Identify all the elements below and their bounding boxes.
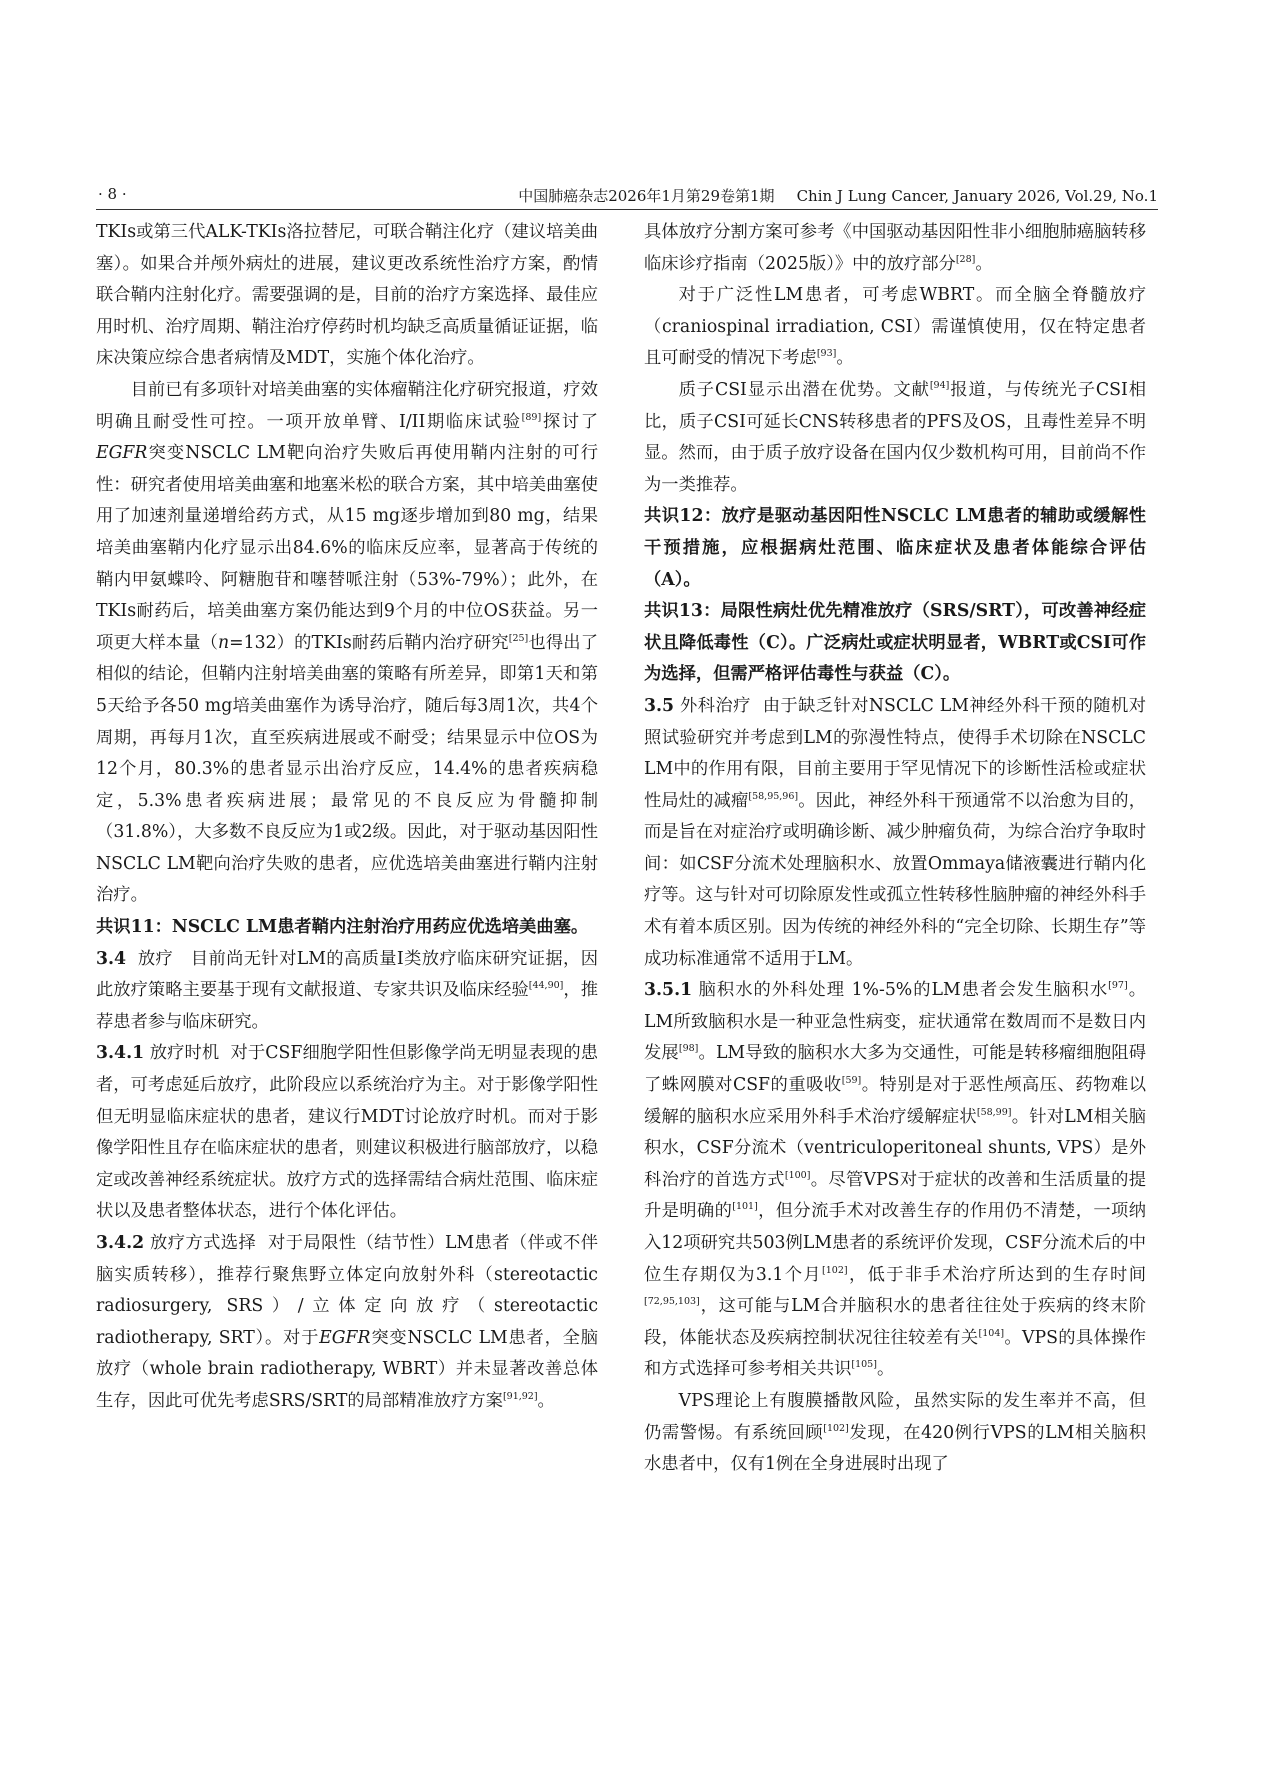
left-column [96,217,598,1418]
citation: [93] [816,348,837,360]
citation: [58,95,96] [748,790,799,802]
consensus-13: 共识13：局限性病灶优先精准放疗（SRS/SRT），可改善神经症状且降低毒性（C）。广泛病灶或症状明显者，WBRT或CSI可作为选择，但需严格评估毒性与获益（C）。 [644,601,1146,685]
citation: [58,99] [976,1106,1012,1118]
citation: [94] [929,379,950,391]
section-3-4: 3.4 放疗 目前尚无针对LM的高质量I类放疗临床研究证据，因此放疗策略主要基于现有文献报道、专家共识及临床经验[44,90]，推荐患者参与临床研究。 [96,948,598,1032]
citation: [72,95,103] [644,1296,700,1308]
paragraph: VPS理论上有腹膜播散风险，虽然实际的发生率并不高，但仍需警惕。有系统回顾[102]发现，在420例行VPS的LM相关脑积水患者中，仅有1例在全身进展时出现了 [644,1390,1146,1475]
section-number: 3.5.1 [644,980,693,1001]
citation: [102] [822,1264,848,1276]
section-title: 脑积水的外科处理 [698,980,846,1001]
citation: [100] [784,1169,811,1181]
citation: [59] [841,1075,862,1087]
section-title: 放疗方式选择 [150,1233,257,1253]
section-number: 3.4.1 [96,1043,145,1064]
citation: [102] [823,1422,849,1434]
consensus-12: 共识12：放疗是驱动基因阳性NSCLC LM患者的辅助或缓解性干预措施，应根据病灶范围、临床症状及患者体能综合评估（A）。 [644,506,1146,590]
consensus-11: 共识11：NSCLC LM患者鞘内注射治疗用药应优选培美曲塞。 [96,917,589,938]
section-3-5-1: 3.5.1 脑积水的外科处理 1%-5%的LM患者会发生脑积水[97]。LM所致脑积水是一种亚急性病变，症状通常在数周而不是数日内发展[98]。LM导致的脑积水大多为交通性，可能是转移瘤细胞阻碍了蛛网膜对CSF的重吸收[59]。特别是对于恶性颅高压、药物难以缓解的脑积水应采用外科手术治疗缓解症状[58,99]。针对LM相关脑积水，CSF分流术（ventriculoperitoneal shunts, VPS）是外科治疗的首选方式[100]。尽管VPS对于症状的改善和生活质量的提升是明确的[101]，但分流手术对改善生存的作用仍不清楚，一项纳入12项研究共503例LM患者的系统评价发现，CSF分流术后的中位生存期仅为3.1个月[102]，低于非手术治疗所达到的生存时间[72,95,103]，这可能与LM合并脑积水的患者往往处于疾病的终末阶段，体能状态及疾病控制状况往往较差有关[104]。VPS的具体操作和方式选择可参考相关共识[105]。 [644,980,1146,1380]
journal-citation [518,185,1158,206]
section-number: 3.5 [644,695,675,716]
paragraph: 具体放疗分割方案可参考《中国驱动基因阳性非小细胞肺癌脑转移临床诊疗指南（2025版）》中的放疗部分[28]。 [644,222,1146,274]
journal-en: Chin J Lung Cancer, January 2026, Vol.29, No.1 [796,187,1158,205]
citation: [97] [1108,980,1128,992]
citation: [91,92] [502,1390,538,1402]
paragraph: 对于广泛性LM患者，可考虑WBRT。而全脑全脊髓放疗（craniospinal irradiation, CSI）需谨慎使用，仅在特定患者且可耐受的情况下考虑[93]。 [644,285,1146,369]
section-title: 放疗 [137,948,174,969]
section-number: 3.4 [96,948,127,969]
journal-cn: 中国肺癌杂志2026年1月第29卷第1期 [518,187,775,205]
citation: [44,90] [528,980,564,992]
running-header [96,183,1158,210]
citation: [89] [521,411,542,423]
paragraph: 质子CSI显示出潜在优势。文献[94]报道，与传统光子CSI相比，质子CSI可延长CNS转移患者的PFS及OS，且毒性差异不明显。然而，由于质子放疗设备在国内仅少数机构可用，目前尚不作为一类推荐。 [644,379,1146,495]
section-3-4-1: 3.4.1 放疗时机 对于CSF细胞学阳性但影像学尚无明显表现的患者，可考虑延后放疗，此阶段应以系统治疗为主。对于影像学阳性但无明显临床症状的患者，建议行MDT讨论放疗时机。而对于影像学阳性且存在临床症状的患者，则建议积极进行脑部放疗，以稳定或改善神经系统症状。放疗方式的选择需结合病灶范围、临床症状以及患者整体状态，进行个体化评估。 [96,1043,598,1222]
citation: [104] [978,1327,1005,1339]
section-3-4-2: 3.4.2 放疗方式选择 对于局限性（结节性）LM患者（伴或不伴脑实质转移），推荐行聚焦野立体定向放射外科（stereotactic radiosurgery, SRS）/立体定向放疗（stereotactic radiotherapy, SRT）。对于EGFR突变NSCLC LM患者，全脑放疗（whole brain radiotherapy, WBRT）并未显著改善总体生存，因此可优先考虑SRS/SRT的局部精准放疗方案[91,92]。 [96,1233,598,1411]
citation: [98] [678,1043,699,1055]
section-title: 放疗时机 [149,1043,220,1064]
citation: [105] [851,1359,877,1371]
page-number: · 8 · [98,185,127,203]
citation: [25] [508,632,529,644]
citation: [101] [732,1201,758,1213]
section-3-5: 3.5 外科治疗 由于缺乏针对NSCLC LM神经外科干预的随机对照试验研究并考虑到LM的弥漫性特点，使得手术切除在NSCLC LM中的作用有限，目前主要用于罕见情况下的诊断性活检或症状性局灶的减瘤[58,95,96]。因此，神经外科干预通常不以治愈为目的，而是旨在对症治疗或明确诊断、减少肿瘤负荷，为综合治疗争取时间：如CSF分流术处理脑积水、放置Ommaya储液囊进行鞘内化疗等。这与针对可切除原发性或孤立性转移性脑肿瘤的神经外科手术有着本质区别。因为传统的神经外科的“完全切除、长期生存”等成功标准通常不适用于LM。 [644,695,1146,969]
paragraph: 目前已有多项针对培美曲塞的实体瘤鞘注化疗研究报道，疗效明确且耐受性可控。一项开放单臂、I/II期临床试验[89]探讨了EGFR突变NSCLC LM靶向治疗失败后再使用鞘内注射的可行性：研究者使用培美曲塞和地塞米松的联合方案，其中培美曲塞使用了加速剂量递增给药方式，从15 mg逐步增加到80 mg，结果培美曲塞鞘内化疗显示出84.6%的临床反应率，显著高于传统的鞘内甲氨蝶呤、阿糖胞苷和噻替哌注射（53%-79%）；此外，在TKIs耐药后，培美曲塞方案仍能达到9个月的中位OS获益。另一项更大样本量（n=132）的TKIs耐药后鞘内治疗研究[25]也得出了相似的结论，但鞘内注射培美曲塞的策略有所差异，即第1天和第5天给予各50 mg培美曲塞作为诱导治疗，随后每3周1次，共4个周期，再每月1次，直至疾病进展或不耐受；结果显示中位OS为12个月，80.3%的患者显示出治疗反应，14.4%的患者疾病稳定，5.3%患者疾病进展；最常见的不良反应为骨髓抑制（31.8%），大多数不良反应为1或2级。因此，对于驱动基因阳性NSCLC LM靶向治疗失败的患者，应优选培美曲塞进行鞘内注射治疗。 [96,379,598,906]
section-number: 3.4.2 [96,1233,145,1253]
section-title: 外科治疗 [680,695,751,716]
right-column [644,217,1146,1481]
paragraph: TKIs或第三代ALK-TKIs洛拉替尼，可联合鞘注化疗（建议培美曲塞）。如果合并颅外病灶的进展，建议更改系统性治疗方案，酌情联合鞘内注射化疗。需要强调的是，目前的治疗方案选择、最佳应用时机、治疗周期、鞘注治疗停药时机均缺乏高质量循证证据，临床决策应综合患者病情及MDT，实施个体化治疗。 [96,222,598,369]
citation: [28] [955,253,976,265]
